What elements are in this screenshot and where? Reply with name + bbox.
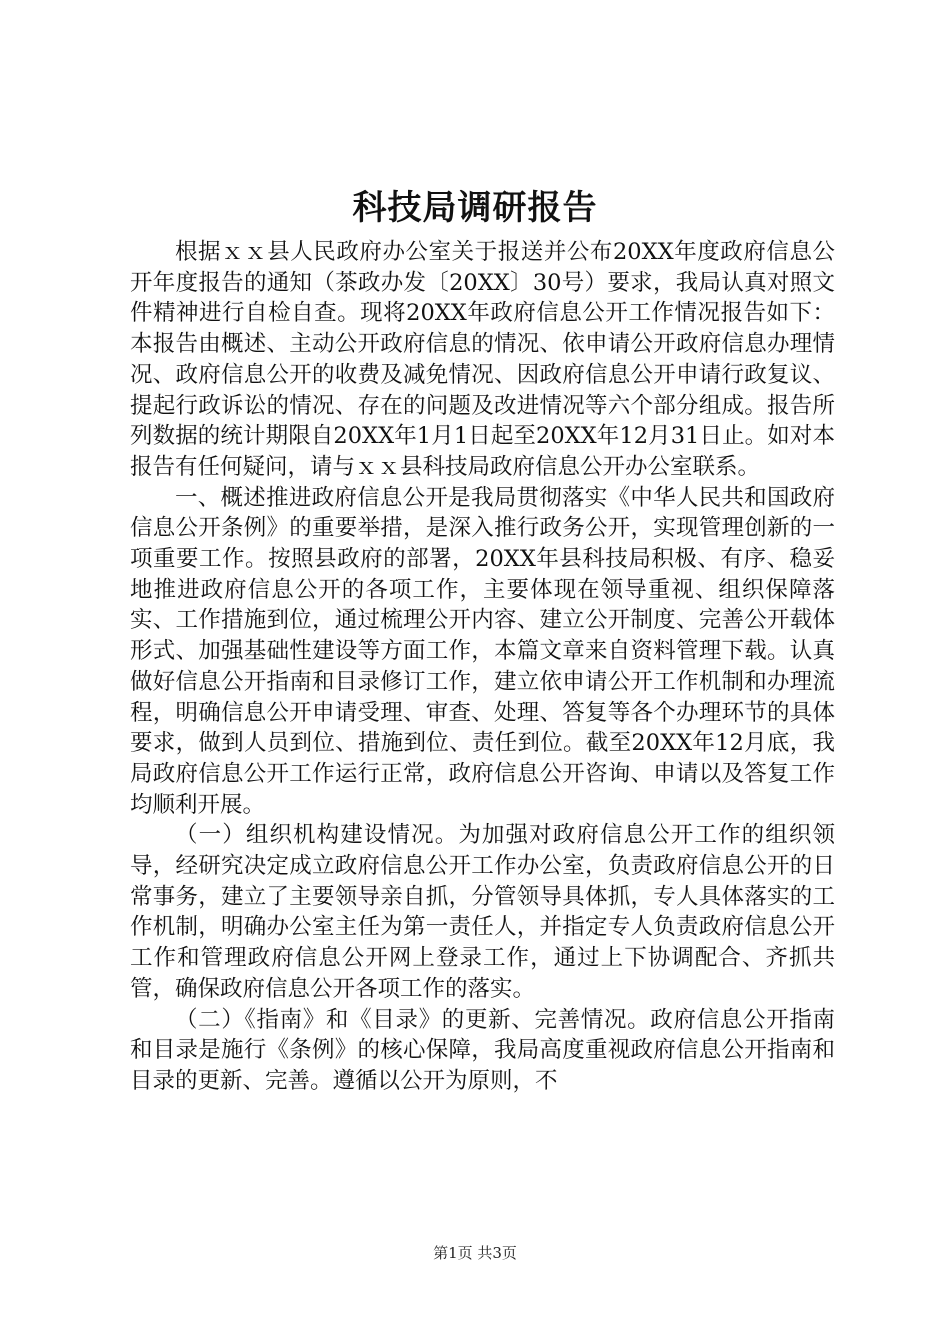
- paragraph-organization: （一）组织机构建设情况。为加强对政府信息公开工作的组织领导，经研究决定成立政府信息公开工作办公室，负责政府信息公开的日常事务，建立了主要领导亲自抓，分管领导具体抓，专人具体落实的工作机制，明确办公室主任为第一责任人，并指定专人负责政府信息公开工作和管理政府信息公开网上登录工作，通过上下协调配合、齐抓共管，确保政府信息公开各项工作的落实。: [130, 822, 835, 1002]
- document-title: 科技局调研报告: [352, 188, 598, 228]
- paragraph-guide-catalog: （二）《指南》和《目录》的更新、完善情况。政府信息公开指南和目录是施行《条例》的核心保障，我局高度重视政府信息公开指南和目录的更新、完善。遵循以公开为原则，不: [130, 1006, 835, 1094]
- paragraph-intro: 根据ｘｘ县人民政府办公室关于报送并公布20XX年度政府信息公开年度报告的通知（茶政办发〔20XX〕30号）要求，我局认真对照文件精神进行自检自查。现将20XX年政府信息公开工作情况报告如下：本报告由概述、主动公开政府信息的情况、依申请公开政府信息办理情况、政府信息公开的收费及减免情况、因政府信息公开申请行政复议、提起行政诉讼的情况、存在的问题及改进情况等六个部分组成。报告所列数据的统计期限自20XX年1月1日起至20XX年12月31日止。如对本报告有任何疑问，请与ｘｘ县科技局政府信息公开办公室联系。: [130, 239, 835, 480]
- page-number-footer: 第1页 共3页: [433, 1244, 517, 1262]
- document-body: [130, 237, 835, 1097]
- paragraph-overview: 一、概述推进政府信息公开是我局贯彻落实《中华人民共和国政府信息公开条例》的重要举措，是深入推行政务公开，实现管理创新的一项重要工作。按照县政府的部署，20XX年县科技局积极、有序、稳妥地推进政府信息公开的各项工作，主要体现在领导重视、组织保障落实、工作措施到位，通过梳理公开内容、建立公开制度、完善公开载体形式、加强基础性建设等方面工作，本篇文章来自资料管理下载。认真做好信息公开指南和目录修订工作，建立依申请公开工作机制和办理流程，明确信息公开申请受理、审查、处理、答复等各个办理环节的具体要求，做到人员到位、措施到位、责任到位。截至20XX年12月底，我局政府信息公开工作运行正常，政府信息公开咨询、申请以及答复工作均顺利开展。: [130, 484, 835, 818]
